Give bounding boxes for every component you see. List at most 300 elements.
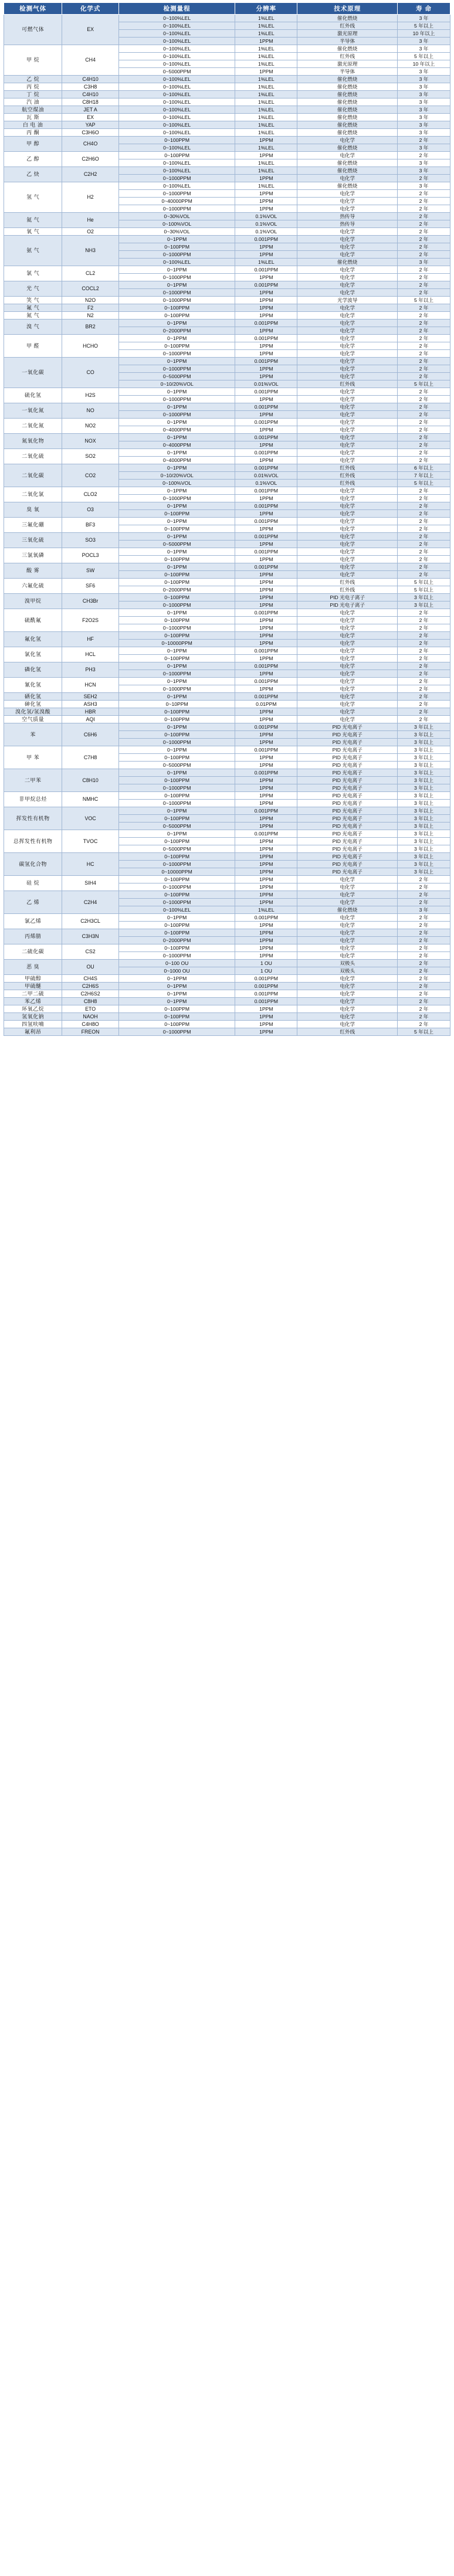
life-cell: 2 年	[398, 220, 450, 228]
life-cell: 2 年	[398, 335, 450, 342]
table-row	[4, 91, 450, 98]
gas-name-cell: 乙 烷	[4, 76, 62, 83]
resolution-cell: 1PPM	[235, 731, 297, 739]
table-row	[4, 266, 450, 274]
resolution-cell: 1PPM	[235, 868, 297, 876]
resolution-cell: 1PPM	[235, 579, 297, 586]
gas-name-cell: 二氧化氮	[4, 419, 62, 434]
life-cell: 2 年	[398, 449, 450, 457]
table-row	[4, 632, 450, 640]
technology-cell: 电化学	[297, 434, 398, 441]
gas-name-cell: 空气质量	[4, 716, 62, 723]
life-cell: 2 年	[398, 137, 450, 144]
table-row	[4, 98, 450, 106]
technology-cell: 电化学	[297, 510, 398, 518]
table-row	[4, 563, 450, 571]
technology-cell: 电化学	[297, 678, 398, 685]
gas-formula-cell: O3	[62, 502, 119, 518]
table-row	[4, 434, 450, 441]
technology-cell: PID 光电离子	[297, 807, 398, 815]
technology-cell: 双极头	[297, 967, 398, 975]
resolution-cell: 0.1%VOL	[235, 480, 297, 487]
table-row	[4, 419, 450, 426]
life-cell: 5 年以上	[398, 380, 450, 388]
technology-cell: 电化学	[297, 1005, 398, 1013]
gas-name-cell: 丁 烷	[4, 91, 62, 98]
gas-formula-cell: CS2	[62, 944, 119, 960]
life-cell: 10 年以上	[398, 60, 450, 68]
technology-cell: 电化学	[297, 411, 398, 419]
technology-cell: 电化学	[297, 449, 398, 457]
resolution-cell: 1%LEL	[235, 159, 297, 167]
life-cell: 3 年	[398, 38, 450, 45]
technology-cell: PID 光电子离子	[297, 594, 398, 601]
range-cell: 0~100%LEL	[119, 22, 235, 30]
header-row	[4, 3, 450, 15]
gas-formula-cell: EX	[62, 114, 119, 121]
resolution-cell: 1%LEL	[235, 30, 297, 38]
life-cell: 3 年以上	[398, 838, 450, 845]
range-cell: 0~100%LEL	[119, 259, 235, 266]
range-cell: 0~100PPM	[119, 777, 235, 784]
range-cell: 0~1PPM	[119, 990, 235, 998]
life-cell: 2 年	[398, 960, 450, 967]
technology-cell: 红外线	[297, 1028, 398, 1036]
life-cell: 2 年	[398, 670, 450, 678]
table-row	[4, 1028, 450, 1036]
range-cell: 0~100PPM	[119, 922, 235, 929]
column-header-gas: 检测气体	[4, 3, 62, 15]
resolution-cell: 1PPM	[235, 944, 297, 952]
gas-name-cell: 汽 油	[4, 98, 62, 106]
resolution-cell: 1%LEL	[235, 259, 297, 266]
technology-cell: 电化学	[297, 198, 398, 205]
gas-formula-cell: C2H6S2	[62, 990, 119, 998]
life-cell: 2 年	[398, 952, 450, 960]
life-cell: 5 年以上	[398, 53, 450, 60]
technology-cell: PID 光电离子	[297, 830, 398, 838]
life-cell: 2 年	[398, 883, 450, 891]
technology-cell: 电化学	[297, 518, 398, 525]
life-cell: 3 年以上	[398, 823, 450, 830]
life-cell: 2 年	[398, 373, 450, 380]
resolution-cell: 1%LEL	[235, 182, 297, 190]
range-cell: 0~1PPM	[119, 723, 235, 731]
resolution-cell: 1PPM	[235, 655, 297, 662]
range-cell: 0~100%LEL	[119, 182, 235, 190]
range-cell: 0~4000PPM	[119, 457, 235, 464]
resolution-cell: 1PPM	[235, 792, 297, 800]
resolution-cell: 1%LEL	[235, 22, 297, 30]
range-cell: 0~10/20%VOL	[119, 380, 235, 388]
resolution-cell: 1PPM	[235, 883, 297, 891]
range-cell: 0~100%LEL	[119, 76, 235, 83]
table-row	[4, 914, 450, 922]
life-cell: 2 年	[398, 396, 450, 403]
life-cell: 3 年	[398, 259, 450, 266]
technology-cell: 电化学	[297, 708, 398, 716]
life-cell: 2 年	[398, 289, 450, 297]
technology-cell: 电化学	[297, 266, 398, 274]
technology-cell: PID 光电离子	[297, 754, 398, 762]
resolution-cell: 0.001PPM	[235, 403, 297, 411]
gas-name-cell: 氰化氢	[4, 678, 62, 693]
table-row	[4, 388, 450, 396]
range-cell: 0~1PPM	[119, 998, 235, 1005]
gas-name-cell: 氯乙烯	[4, 914, 62, 929]
life-cell: 2 年	[398, 281, 450, 289]
range-cell: 0~100%VOL	[119, 480, 235, 487]
resolution-cell: 1PPM	[235, 670, 297, 678]
gas-name-cell: 环氧乙烷	[4, 1005, 62, 1013]
resolution-cell: 1PPM	[235, 739, 297, 746]
resolution-cell: 1PPM	[235, 312, 297, 320]
range-cell: 0~100%LEL	[119, 906, 235, 914]
gas-name-cell: 臭 氧	[4, 502, 62, 518]
life-cell: 5 年以上	[398, 1028, 450, 1036]
range-cell: 0~100PPM	[119, 1005, 235, 1013]
range-cell: 0~100%LEL	[119, 15, 235, 22]
life-cell: 2 年	[398, 518, 450, 525]
resolution-cell: 0.001PPM	[235, 281, 297, 289]
range-cell: 0~30%VOL	[119, 213, 235, 220]
gas-name-cell: 二甲二硫	[4, 990, 62, 998]
life-cell: 2 年	[398, 929, 450, 937]
gas-name-cell: 二氧化硫	[4, 449, 62, 464]
gas-name-cell: 苯	[4, 723, 62, 746]
life-cell: 2 年	[398, 236, 450, 243]
resolution-cell: 1%LEL	[235, 15, 297, 22]
table-row	[4, 518, 450, 525]
table-row	[4, 944, 450, 952]
life-cell: 2 年	[398, 358, 450, 365]
gas-formula-cell: NMHC	[62, 792, 119, 807]
gas-formula-cell: C4H10	[62, 91, 119, 98]
range-cell: 0~1PPM	[119, 647, 235, 655]
life-cell: 3 年	[398, 98, 450, 106]
range-cell: 0~1000PPM	[119, 411, 235, 419]
life-cell: 3 年	[398, 906, 450, 914]
life-cell: 2 年	[398, 716, 450, 723]
range-cell: 0~1PPM	[119, 975, 235, 983]
range-cell: 0~100%LEL	[119, 144, 235, 152]
life-cell: 2 年	[398, 975, 450, 983]
resolution-cell: 1PPM	[235, 708, 297, 716]
range-cell: 0~1PPM	[119, 388, 235, 396]
resolution-cell: 1PPM	[235, 594, 297, 601]
range-cell: 0~1000PPM	[119, 685, 235, 693]
range-cell: 0~5000PPM	[119, 541, 235, 548]
life-cell: 2 年	[398, 701, 450, 708]
table-row	[4, 876, 450, 883]
life-cell: 5 年以上	[398, 480, 450, 487]
range-cell: 0~10000PPM	[119, 640, 235, 647]
technology-cell: 电化学	[297, 983, 398, 990]
technology-cell: 电化学	[297, 495, 398, 502]
resolution-cell: 1PPM	[235, 777, 297, 784]
range-cell: 0~1000PPM	[119, 350, 235, 358]
resolution-cell: 0.001PPM	[235, 769, 297, 777]
range-cell: 0~100PPM	[119, 556, 235, 563]
technology-cell: 半导体	[297, 38, 398, 45]
range-cell: 0~100%LEL	[119, 53, 235, 60]
resolution-cell: 1PPM	[235, 541, 297, 548]
life-cell: 3 年以上	[398, 784, 450, 792]
technology-cell: 催化燃烧	[297, 144, 398, 152]
technology-cell: 电化学	[297, 662, 398, 670]
gas-name-cell: 硒化氢	[4, 693, 62, 701]
gas-formula-cell: CH3Br	[62, 594, 119, 609]
gas-name-cell: 甲硫醇	[4, 975, 62, 983]
gas-formula-cell: FREON	[62, 1028, 119, 1036]
range-cell: 0~1000PPM	[119, 952, 235, 960]
resolution-cell: 1PPM	[235, 891, 297, 899]
technology-cell: 电化学	[297, 289, 398, 297]
resolution-cell: 1 OU	[235, 967, 297, 975]
range-cell: 0~100%LEL	[119, 159, 235, 167]
range-cell: 0~4000PPM	[119, 441, 235, 449]
resolution-cell: 1PPM	[235, 823, 297, 830]
table-row	[4, 548, 450, 556]
technology-cell: 电化学	[297, 609, 398, 617]
life-cell: 2 年	[398, 365, 450, 373]
technology-cell: 热传导	[297, 213, 398, 220]
resolution-cell: 1%LEL	[235, 60, 297, 68]
technology-cell: 红外线	[297, 586, 398, 594]
range-cell: 0~1PPM	[119, 419, 235, 426]
technology-cell: 红外线	[297, 579, 398, 586]
resolution-cell: 1PPM	[235, 1021, 297, 1028]
technology-cell: 电化学	[297, 190, 398, 198]
range-cell: 0~1PPM	[119, 403, 235, 411]
life-cell: 3 年以上	[398, 594, 450, 601]
technology-cell: 催化燃烧	[297, 906, 398, 914]
resolution-cell: 1PPM	[235, 556, 297, 563]
technology-cell: 电化学	[297, 251, 398, 259]
gas-formula-cell: PH3	[62, 662, 119, 678]
life-cell: 2 年	[398, 632, 450, 640]
life-cell: 3 年以上	[398, 853, 450, 861]
resolution-cell: 1PPM	[235, 929, 297, 937]
resolution-cell: 1PPM	[235, 365, 297, 373]
life-cell: 2 年	[398, 510, 450, 518]
resolution-cell: 1PPM	[235, 327, 297, 335]
resolution-cell: 0.001PPM	[235, 998, 297, 1005]
table-row	[4, 502, 450, 510]
resolution-cell: 1PPM	[235, 632, 297, 640]
resolution-cell: 1%LEL	[235, 167, 297, 175]
gas-name-cell: 白 电 油	[4, 121, 62, 129]
resolution-cell: 0.001PPM	[235, 647, 297, 655]
gas-name-cell: 磷化氢	[4, 662, 62, 678]
range-cell: 0~1000PPM	[119, 251, 235, 259]
table-row	[4, 662, 450, 670]
life-cell: 2 年	[398, 922, 450, 929]
table-row	[4, 693, 450, 701]
technology-cell: 电化学	[297, 1013, 398, 1021]
range-cell: 0~1PPM	[119, 464, 235, 472]
resolution-cell: 0.001PPM	[235, 548, 297, 556]
range-cell: 0~1000PPM	[119, 800, 235, 807]
life-cell: 3 年以上	[398, 601, 450, 609]
technology-cell: 电化学	[297, 350, 398, 358]
life-cell: 3 年以上	[398, 861, 450, 868]
resolution-cell: 0.001PPM	[235, 464, 297, 472]
life-cell: 3 年以上	[398, 731, 450, 739]
technology-cell: 电化学	[297, 914, 398, 922]
resolution-cell: 1%LEL	[235, 76, 297, 83]
technology-cell: 激光原理	[297, 60, 398, 68]
resolution-cell: 1PPM	[235, 685, 297, 693]
resolution-cell: 0.01PPM	[235, 701, 297, 708]
gas-formula-cell: C6H6	[62, 723, 119, 746]
technology-cell: 电化学	[297, 228, 398, 236]
gas-formula-cell: SF6	[62, 579, 119, 594]
table-row	[4, 769, 450, 777]
resolution-cell: 0.001PPM	[235, 807, 297, 815]
life-cell: 5 年以上	[398, 579, 450, 586]
life-cell: 2 年	[398, 152, 450, 159]
gas-name-cell: 甲 苯	[4, 746, 62, 769]
table-row	[4, 45, 450, 53]
life-cell: 2 年	[398, 419, 450, 426]
technology-cell: 电化学	[297, 205, 398, 213]
resolution-cell: 1PPM	[235, 952, 297, 960]
gas-formula-cell: SEH2	[62, 693, 119, 701]
range-cell: 0~100%LEL	[119, 106, 235, 114]
gas-name-cell: 氢 气	[4, 182, 62, 213]
range-cell: 0~100%LEL	[119, 60, 235, 68]
life-cell: 3 年以上	[398, 762, 450, 769]
gas-formula-cell: POCL3	[62, 548, 119, 563]
life-cell: 2 年	[398, 647, 450, 655]
gas-formula-cell: C4H8O	[62, 1021, 119, 1028]
technology-cell: 电化学	[297, 441, 398, 449]
table-row	[4, 792, 450, 800]
life-cell: 3 年以上	[398, 868, 450, 876]
life-cell: 2 年	[398, 998, 450, 1005]
range-cell: 0~1PPM	[119, 693, 235, 701]
table-header	[4, 3, 450, 15]
gas-name-cell: 硫酰氟	[4, 609, 62, 632]
range-cell: 0~100PPM	[119, 579, 235, 586]
life-cell: 3 年	[398, 121, 450, 129]
resolution-cell: 1PPM	[235, 838, 297, 845]
table-row	[4, 487, 450, 495]
gas-name-cell: 苯乙烯	[4, 998, 62, 1005]
table-row	[4, 990, 450, 998]
range-cell: 0~1PPM	[119, 236, 235, 243]
technology-cell: 电化学	[297, 556, 398, 563]
gas-formula-cell: C2H3CL	[62, 914, 119, 929]
range-cell: 0~100PPM	[119, 571, 235, 579]
range-cell: 0~1PPM	[119, 518, 235, 525]
gas-formula-cell: JET A	[62, 106, 119, 114]
technology-cell: PID 光电离子	[297, 769, 398, 777]
resolution-cell: 0.001PPM	[235, 487, 297, 495]
resolution-cell: 1PPM	[235, 601, 297, 609]
range-cell: 0~1000PPM	[119, 624, 235, 632]
life-cell: 2 年	[398, 388, 450, 396]
technology-cell: 电化学	[297, 891, 398, 899]
life-cell: 2 年	[398, 640, 450, 647]
life-cell: 3 年	[398, 76, 450, 83]
range-cell: 0~1000 OU	[119, 967, 235, 975]
resolution-cell: 1 OU	[235, 960, 297, 967]
gas-formula-cell: BF3	[62, 518, 119, 533]
technology-cell: 催化燃烧	[297, 159, 398, 167]
gas-formula-cell: H2	[62, 182, 119, 213]
technology-cell: 电化学	[297, 617, 398, 624]
resolution-cell: 1PPM	[235, 640, 297, 647]
technology-cell: 电化学	[297, 685, 398, 693]
technology-cell: PID 光电子离子	[297, 601, 398, 609]
resolution-cell: 0.001PPM	[235, 914, 297, 922]
life-cell: 3 年	[398, 129, 450, 137]
resolution-cell: 1PPM	[235, 205, 297, 213]
gas-name-cell: 挥发性有机物	[4, 807, 62, 830]
gas-name-cell: 三氯氧磷	[4, 548, 62, 563]
gas-name-cell: 非甲烷总烃	[4, 792, 62, 807]
resolution-cell: 1PPM	[235, 289, 297, 297]
resolution-cell: 1PPM	[235, 495, 297, 502]
range-cell: 0~1PPM	[119, 434, 235, 441]
technology-cell: 电化学	[297, 137, 398, 144]
technology-cell: 催化燃烧	[297, 129, 398, 137]
technology-cell: 电化学	[297, 624, 398, 632]
range-cell: 0~100PPM	[119, 929, 235, 937]
range-cell: 0~2000PPM	[119, 586, 235, 594]
table-row	[4, 998, 450, 1005]
gas-formula-cell: HBR	[62, 708, 119, 716]
range-cell: 0~1000PPM	[119, 175, 235, 182]
resolution-cell: 1PPM	[235, 190, 297, 198]
gas-name-cell: 航空煤油	[4, 106, 62, 114]
life-cell: 2 年	[398, 1005, 450, 1013]
resolution-cell: 0.1%VOL	[235, 228, 297, 236]
range-cell: 0~1PPM	[119, 914, 235, 922]
gas-formula-cell: HF	[62, 632, 119, 647]
technology-cell: PID 光电离子	[297, 868, 398, 876]
range-cell: 0~10PPM	[119, 701, 235, 708]
gas-formula-cell: F2O2S	[62, 609, 119, 632]
technology-cell: 电化学	[297, 548, 398, 556]
life-cell: 3 年	[398, 159, 450, 167]
table-row	[4, 929, 450, 937]
column-header-formula: 化学式	[62, 3, 119, 15]
life-cell: 3 年	[398, 167, 450, 175]
technology-cell: 电化学	[297, 243, 398, 251]
gas-formula-cell: CH4O	[62, 137, 119, 152]
technology-cell: 电化学	[297, 388, 398, 396]
resolution-cell: 0.001PPM	[235, 723, 297, 731]
resolution-cell: 0.001PPM	[235, 518, 297, 525]
life-cell: 3 年以上	[398, 769, 450, 777]
resolution-cell: 1PPM	[235, 784, 297, 792]
range-cell: 0~100PPM	[119, 838, 235, 845]
resolution-cell: 1%LEL	[235, 45, 297, 53]
technology-cell: 电化学	[297, 975, 398, 983]
range-cell: 0~100PPM	[119, 876, 235, 883]
table-row	[4, 281, 450, 289]
table-row	[4, 1005, 450, 1013]
life-cell: 3 年以上	[398, 845, 450, 853]
technology-cell: 电化学	[297, 403, 398, 411]
technology-cell: 电化学	[297, 396, 398, 403]
technology-cell: PID 光电离子	[297, 838, 398, 845]
life-cell: 2 年	[398, 426, 450, 434]
life-cell: 5 年以上	[398, 586, 450, 594]
